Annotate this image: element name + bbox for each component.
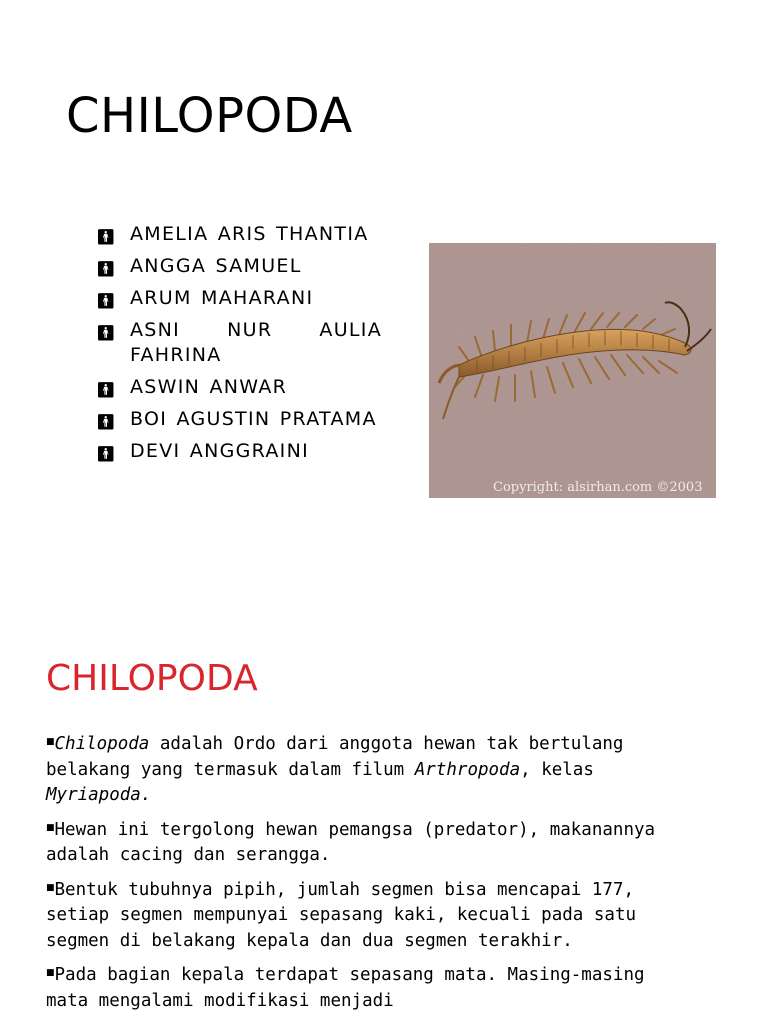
person-icon: 🚹︎ [96, 381, 117, 399]
list-item: 🚹︎ ASWIN ANWAR [96, 375, 382, 400]
person-icon: 🚹︎ [96, 292, 117, 310]
square-bullet-icon: ■ [46, 882, 55, 893]
list-item: 🚹︎ BOI AGUSTIN PRATAMA [96, 407, 382, 432]
person-icon: 🚹︎ [96, 324, 117, 342]
slide-2 [0, 620, 768, 1024]
paragraph: ■Pada bagian kepala terdapat sepasang mata. Masing-masing mata mengalami modifikasi menjadi [46, 965, 645, 1011]
slide-title-2: CHILOPODA [46, 658, 258, 699]
list-item: 🚹︎ ANGGA SAMUEL [96, 254, 382, 279]
slide-title: CHILOPODA [66, 88, 353, 144]
person-icon: 🚹︎ [96, 413, 117, 431]
centipede-photo [429, 243, 716, 498]
square-bullet-icon: ■ [46, 968, 55, 978]
content-body [46, 730, 656, 1021]
square-bullet-icon: ■ [46, 822, 55, 833]
person-icon: 🚹︎ [96, 228, 117, 246]
photo-caption: Copyright: alsirhan.com ©2003 [493, 480, 703, 495]
person-icon: 🚹︎ [96, 445, 117, 463]
list-item: 🚹︎ AMELIA ARIS THANTIA [96, 222, 382, 247]
list-item: 🚹︎ DEVI ANGGRAINI [96, 439, 382, 464]
list-item: 🚹︎ ASNI NUR AULIA FAHRINA [96, 319, 382, 366]
paragraph: ■Hewan ini tergolong hewan pemangsa (predator), makanannya adalah cacing dan serangga. [46, 819, 656, 865]
paragraph: ■Chilopoda adalah Ordo dari anggota hewan tak bertulang belakang yang termasuk dalam filum Arthropoda, kelas Myriapoda. [46, 734, 624, 805]
square-bullet-icon: ■ [46, 737, 55, 747]
person-icon: 🚹︎ [96, 260, 117, 278]
member-list [96, 222, 382, 471]
paragraph: ■Bentuk tubuhnya pipih, jumlah segmen bisa mencapai 177, setiap segmen mempunyai sepasang kaki, kecuali pada satu segmen di belakang kepala dan dua segmen terakhir. [46, 879, 637, 951]
list-item: 🚹︎ ARUM MAHARANI [96, 286, 382, 311]
